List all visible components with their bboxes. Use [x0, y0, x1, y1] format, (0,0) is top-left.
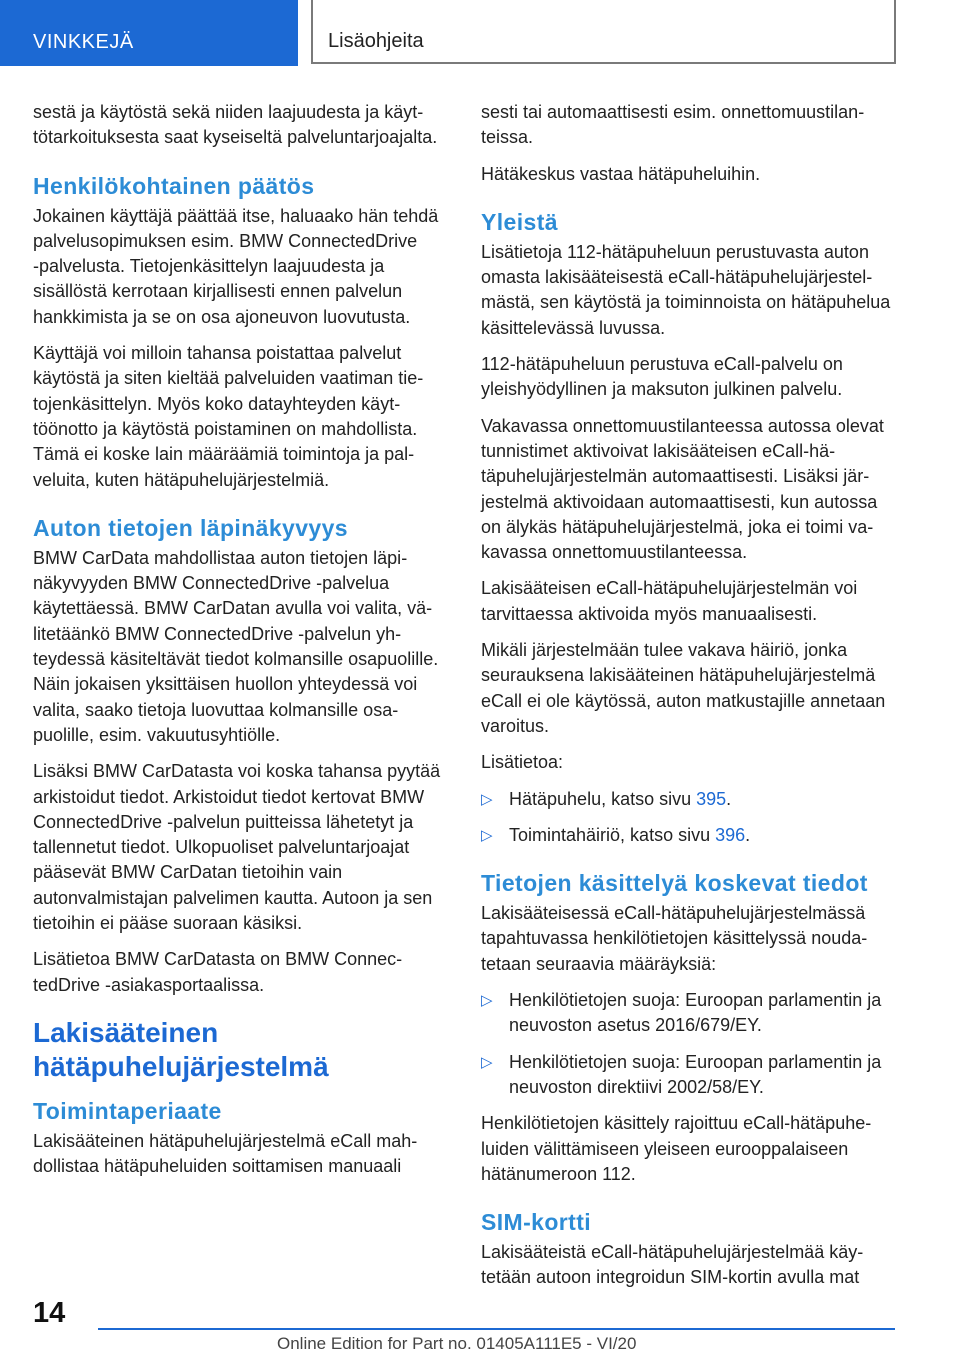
heading-toimintaperiaate: Toimintaperiaate [33, 1097, 222, 1124]
footer-divider [98, 1328, 895, 1330]
list-item-text: Henkilötietojen suoja: Euroopan parlamentin ja neuvoston asetus 2016/679/EY. [509, 990, 882, 1036]
triangle-bullet-icon: ▷ [481, 1053, 493, 1071]
heading-tietojen-kasittely: Tietojen käsittelyä koskevat tiedot [481, 870, 868, 897]
paragraph: Lakisääteinen hätäpuhelujärjestelmä eCall mahdollistaa hätäpuheluiden soittamisen manuaali [33, 1130, 418, 1177]
triangle-bullet-icon: ▷ [481, 790, 493, 808]
paragraph: Vakavassa onnettomuustilanteessa autossa olevat tunnistimet aktivoivat lakisääteisen eCall‑hätäpuhelujärjestelmän automaattisesti. Lisäksi järjestelmä aktivoidaan automaattisesti, kun autossa on älykäs hätäpuhelujärjestelmä, joka ei toimi vakavassa onnettomuustilanteessa. [481, 415, 884, 563]
page-link-396[interactable]: 396 [715, 824, 746, 845]
paragraph: Lisäksi BMW CarDatasta voi koska tahansa pyytää arkistoidut tiedot. Arkistoidut tiedot kertovat BMW ConnectedDrive ‑palvelun puitteissa lähetetyt ja tallennetut tiedot. Ulkopuoliset palveluntarjoajat pääsevät BMW CarDatan tietoihin vain autonvalmistajan palvelimen kautta. Autoon ja sen tietoihin ei pääse suoraan käsiksi. [33, 761, 441, 934]
left-column [33, 100, 451, 1191]
page-link-395[interactable]: 395 [696, 788, 727, 809]
subsection-tab[interactable]: Lisäohjeita [311, 0, 896, 64]
page-number: 14 [33, 1297, 66, 1329]
paragraph: Käyttäjä voi milloin tahansa poistattaa palvelut käytöstä ja siten kieltää palveluiden vaatiman tietojenkäsittelyn. Myös koko datayhteyden käyttöönotto ja käytöstä poistaminen on mahdollista. Tämä ei koske lain määräämiä toimintoja ja palveluita, kuten hätäpuhelujärjestelmiä. [33, 343, 424, 490]
heading-henkilokohtainen-paatos: Henkilökohtainen päätös [33, 172, 315, 199]
paragraph: Henkilötietojen käsittely rajoittuu eCall‑hätäpuheluiden välittämiseen yleiseen eurooppalaiseen hätänumeroon 112. [481, 1113, 872, 1184]
paragraph: Lakisääteisen eCall‑hätäpuhelujärjestelmän voi tarvittaessa aktivoida myös manuaalisesti. [481, 578, 858, 624]
heading-lakisaateinen-hatapuhelujarjestelma: Lakisääteinen hätäpuhelujärjestelmä [33, 1016, 329, 1082]
list-item [481, 988, 899, 1039]
paragraph: Lisätietoja 112‑hätäpuheluun perustuvasta auton omasta lakisääteisestä eCall‑hätäpuhelujärjestelmästä, sen käytöstä ja toiminnoista on hätäpuhelua käsittelevässä luvussa. [481, 241, 891, 338]
list-item-text: Henkilötietojen suoja: Euroopan parlamentin ja neuvoston direktiivi 2002/58/EY. [509, 1051, 882, 1097]
heading-auton-tietojen-lapinakyvyys: Auton tietojen läpinäkyvyys [33, 514, 348, 541]
heading-sim-kortti: SIM‑kortti [481, 1209, 592, 1236]
list-item-text: Hätäpuhelu, katso sivu 395. [509, 788, 732, 809]
list-item [481, 1050, 899, 1101]
paragraph: Lakisääteistä eCall‑hätäpuhelujärjestelmää käytetään autoon integroidun SIM‑kortin avulla mat [481, 1242, 864, 1288]
paragraph: Lisätietoa BMW CarDatasta on BMW ConnectedDrive ‑asiakasportaalissa. [33, 949, 403, 995]
paragraph: sestä ja käytöstä sekä niiden laajuudesta ja käyttötarkoituksesta saat kyseiseltä palveluntarjoajalta. [33, 102, 438, 148]
footer-edition: Online Edition for Part no. 01405A111E5 - VI/20 [277, 1334, 637, 1353]
paragraph: Hätäkeskus vastaa hätäpuheluihin. [481, 163, 761, 184]
section-tab[interactable]: VINKKEJÄ [0, 0, 298, 66]
paragraph: Lakisääteisessä eCall‑hätäpuhelujärjestelmässä tapahtuvassa henkilötietojen käsittelyssä noudatetaan seuraavia määräyksiä: [481, 903, 868, 974]
paragraph: 112‑hätäpuheluun perustuva eCall‑palvelu on yleishyödyllinen ja maksuton julkinen palvelu. [481, 354, 843, 400]
list-item [481, 823, 899, 848]
right-column [481, 100, 899, 1302]
paragraph: Jokainen käyttäjä päättää itse, haluaako hän tehdä palvelusopimuksen esim. BMW ConnectedDrive ‑palvelusta. Tietojenkäsittelyn laajuudesta ja sisällöstä kerrotaan kirjallisesti ennen palvelun hankkimista ja se on osa ajoneuvon luovutusta. [33, 205, 439, 327]
triangle-bullet-icon: ▷ [481, 826, 493, 844]
list-item-text: Toimintahäiriö, katso sivu 396. [509, 824, 751, 845]
paragraph: Mikäli järjestelmään tulee vakava häiriö, jonka seurauksena lakisääteinen hätäpuhelujärjestelmä eCall ei ole käytössä, auton matkustajille annetaan varoitus. [481, 640, 886, 736]
triangle-bullet-icon: ▷ [481, 992, 493, 1010]
list-item [481, 787, 899, 812]
heading-yleista: Yleistä [481, 208, 558, 235]
paragraph: BMW CarData mahdollistaa auton tietojen läpinäkyvyyden BMW ConnectedDrive ‑palvelua käytettäessä. BMW CarDatan avulla voi valita, välitetäänkö BMW ConnectedDrive ‑palvelun yhteydessä käsiteltävät tiedot kolmansille osapuolille. Näin jokaisen yksittäisen huollon yhteydessä voi valita, saako tietoja luovuttaa kolmansille osapuolille, esim. vakuutusyhtiölle. [33, 547, 439, 745]
paragraph: sesti tai automaattisesti esim. onnettomuustilanteissa. [481, 102, 865, 148]
paragraph: Lisätietoa: [481, 752, 564, 773]
